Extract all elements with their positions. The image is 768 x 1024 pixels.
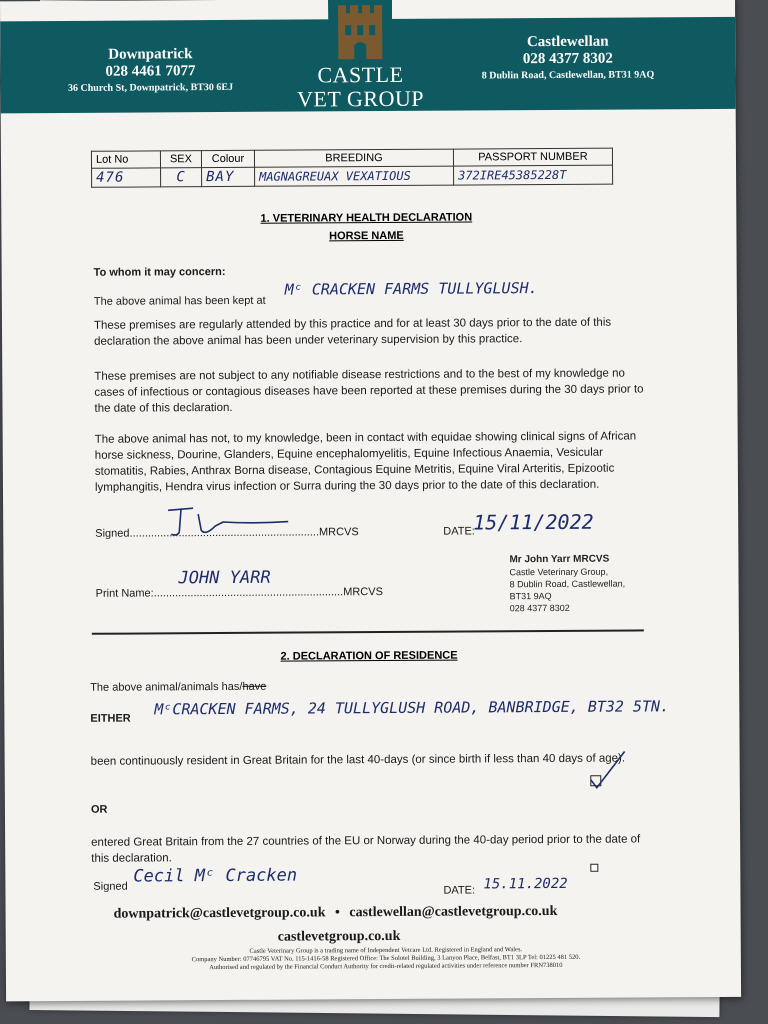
paragraph-no-contact: The above animal has not, to my knowledge, been in contact with equidae showing clinical signs of African horse sickness, Dourine, Glanders, Equine encephalomyelitis, Equine Infectious Anaemia, Vesicular stomatitis, Rabies, Anthrax Borna disease, Contagious Equine Metritis, Equine Viral Arteritis, Epizootic lymphangitis, Hendra virus infection or Surra during the 30 days prior to the date of this declaration. <box>94 430 637 494</box>
website-link[interactable]: castlevetgroup.co.uk <box>277 928 401 945</box>
section-divider <box>92 629 644 634</box>
print-dots: .............................................................. <box>153 586 344 600</box>
resident-text: been continuously resident in Great Britain for the last 40-days (or since birth if less than 40 days of age). <box>90 752 626 768</box>
checkbox[interactable] <box>590 864 598 872</box>
signed-label: Signed..............................................................MRCVS <box>95 526 359 540</box>
legal-line: Castle Veterinary Group is a trading name of Independent Vetcare Ltd. Registered in England and Wales. <box>249 946 523 955</box>
section2-title: 2. DECLARATION OF RESIDENCE <box>280 649 458 663</box>
lot-no-value: 476 <box>92 168 161 187</box>
vet-stamp <box>509 554 625 615</box>
stamp-line: BT31 9AQ <box>509 590 552 602</box>
branch-name: Downpatrick <box>108 46 193 63</box>
colour-value: BAY <box>202 167 255 186</box>
kept-at-label: The above animal has been kept at <box>93 294 266 308</box>
passport-number-value: 372IRE45385228T <box>454 165 613 185</box>
entered-text: entered Great Britain from the 27 countries of the EU or Norway during the 40-day period prior to the date of this declaration. <box>91 833 641 865</box>
paragraph-no-disease: These premises are not subject to any notifiable disease restrictions and to the best of my knowledge no cases of infectious or contagious diseases have been reported at these premises during the 30 days prior to the date of this declaration. <box>94 367 644 415</box>
paragraph-supervision: These premises are regularly attended by this practice and for at least 30 days prior to the date of this declaration the above animal has been under veterinary supervision by this practice. <box>93 316 612 348</box>
header-passport-number: PASSPORT NUMBER <box>453 148 612 166</box>
castle-vet-logo <box>270 0 451 112</box>
letterhead <box>0 17 736 113</box>
stamp-name: Mr John Yarr MRCVS <box>509 553 610 566</box>
branch-name: Castlewellan <box>526 33 609 51</box>
downpatrick-branch <box>40 46 260 94</box>
legal-line: Company Number: 07746795 VAT No. 115-1416-58 Registered Office: The Solotel Building, 3 Lanyon Place, Belfast, BT1 3LP Tel: 01225 481 520. <box>191 953 581 964</box>
email-downpatrick[interactable]: downpatrick@castlevetgroup.co.uk <box>113 905 326 922</box>
breeding-value: MAGNAGREUAX VEXATIOUS <box>255 166 454 186</box>
residence-intro: The above animal/animals has/have <box>90 680 267 694</box>
owner-signature: Cecil Mᶜ Cracken <box>133 865 298 887</box>
branch-address: 8 Dublin Road, Castlewellan, BT31 9AQ <box>481 69 655 82</box>
mrcvs-label: MRCVS <box>343 586 383 599</box>
bullet: • <box>334 905 340 921</box>
castlewellan-branch <box>455 33 680 81</box>
owner-date-label: DATE: <box>443 884 476 897</box>
table-value-row <box>92 165 613 187</box>
stamp-line: 028 4377 8302 <box>509 602 570 614</box>
passport-table <box>91 148 613 188</box>
branch-address: 36 Church St, Downpatrick, BT30 6EJ <box>67 81 234 94</box>
horse-name-label: HORSE NAME <box>329 229 404 243</box>
or-label: OR <box>90 803 108 816</box>
header-sex: SEX <box>160 151 201 168</box>
signature-dots: .............................................................. <box>129 526 320 540</box>
logo-line2: VET GROUP <box>297 85 425 112</box>
date-label: DATE: <box>443 525 475 538</box>
greeting: To whom it may concern: <box>93 265 226 279</box>
owner-date-value: 15.11.2022 <box>483 875 568 893</box>
header-lot-no: Lot No <box>91 151 160 168</box>
stamp-line: Castle Veterinary Group, <box>509 566 609 578</box>
header-breeding: BREEDING <box>254 149 453 167</box>
branch-phone: 028 4377 8302 <box>522 50 613 68</box>
either-label: EITHER <box>90 712 131 725</box>
header-colour: Colour <box>201 150 254 167</box>
tick-icon <box>585 745 645 791</box>
legal-line: Authorised and regulated by the Financial Conduct Authority for credit-related regulated activities under reference number FRN738010 <box>209 961 563 972</box>
castle-icon <box>328 0 392 63</box>
struck-text: have <box>242 680 267 693</box>
sex-value: C <box>161 168 202 187</box>
vet-date-value: 15/11/2022 <box>473 509 594 535</box>
mrcvs-label: MRCVS <box>318 526 359 539</box>
stamp-line: 8 Dublin Road, Castlewellan, <box>509 578 626 590</box>
owner-signed-label: Signed <box>93 880 128 893</box>
footer-emails <box>114 904 558 923</box>
logo-line1: CASTLE <box>317 61 404 88</box>
print-name-label: Print Name:..............................................................MRCVS <box>95 586 383 600</box>
kept-at-value: Mᶜ CRACKEN FARMS TULLYGLUSH. <box>284 279 538 299</box>
section1-title: 1. VETERINARY HEALTH DECLARATION <box>260 211 473 225</box>
residence-address-value: MᶜCRACKEN FARMS, 24 TULLYGLUSH ROAD, BANBRIDGE, BT32 5TN. <box>154 697 670 719</box>
email-castlewellan[interactable]: castlewellan@castlevetgroup.co.uk <box>349 903 558 921</box>
branch-phone: 028 4461 7077 <box>105 63 196 80</box>
print-name-value: JOHN YARR <box>178 567 271 589</box>
vet-signature-icon <box>153 500 303 541</box>
